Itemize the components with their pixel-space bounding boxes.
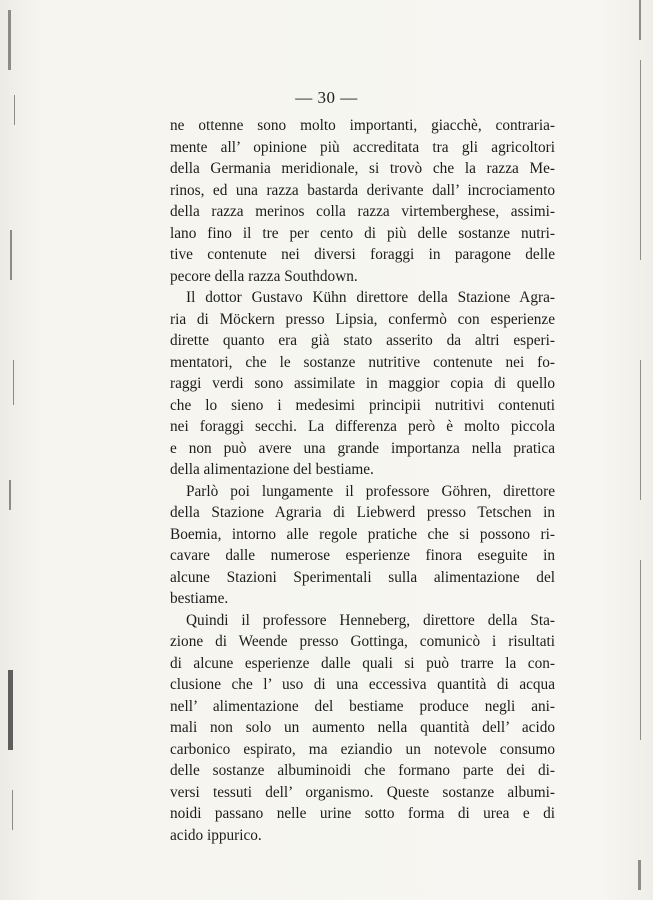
text-line: lano fino il tre per cento di più delle sostanze nutri- xyxy=(170,224,555,242)
paragraph-3 xyxy=(170,481,555,610)
text-line: di alcune esperienze dalle quali si può trarre la con- xyxy=(170,654,555,672)
text-line: bestiame. xyxy=(170,590,229,607)
text-line: della razza merinos colla razza virtemberghese, assimi- xyxy=(170,203,555,220)
text-line: della Germania meridionale, si trovò che la razza Me- xyxy=(170,160,555,177)
page-number: — 30 — xyxy=(295,88,358,107)
text-line: mente all’ opinione più accreditata tra gli agricoltori xyxy=(170,138,555,156)
text-line: pecore della razza Southdown. xyxy=(170,267,358,285)
text-line: carbonico espirato, ma eziandio un notevole consumo xyxy=(170,740,555,758)
text-line: cavare dalle numerose esperienze finora eseguite in xyxy=(170,547,555,564)
text-line: delle sostanze albuminoidi che formano parte dei di- xyxy=(170,762,555,779)
text-line: Il dottor Gustavo Kühn direttore della Stazione Agra- xyxy=(186,289,555,306)
body-text xyxy=(170,115,555,846)
text-line: e non può avere una grande importanza nella pratica xyxy=(170,439,555,457)
right-page-edge xyxy=(631,0,645,900)
text-line: della alimentazione del bestiame. xyxy=(170,461,374,478)
left-page-edge xyxy=(8,0,26,900)
paragraph-2 xyxy=(170,287,555,481)
paragraph-4 xyxy=(170,610,555,847)
text-line: mentatori, che le sostanze nutritive contenute nei fo- xyxy=(170,353,555,371)
text-line: zione di Weende presso Gottinga, comunicò i risultati xyxy=(170,633,555,650)
text-line: Boemia, intorno alle regole pratiche che si possono ri- xyxy=(170,525,555,543)
text-line: clusione che l’ uso di una eccessiva quantità di acqua xyxy=(170,676,555,693)
text-line: rinos, ed una razza bastarda derivante dall’ incrociamento xyxy=(170,181,555,199)
text-line: acido ippurico. xyxy=(170,826,262,844)
text-line: tive contenute nei diversi foraggi in paragone delle xyxy=(170,246,555,263)
text-line: che lo sieno i medesimi principii nutritivi contenuti xyxy=(170,396,555,414)
text-line: dirette quanto era già stato asserito da altri esperi- xyxy=(170,332,555,349)
text-line: nell’ alimentazione del bestiame produce negli ani- xyxy=(170,697,555,715)
text-line: Quindi il professore Henneberg, direttore della Sta- xyxy=(186,611,555,629)
text-line: nei foraggi secchi. La differenza però è molto piccola xyxy=(170,418,555,435)
text-line: alcune Stazioni Sperimentali sulla alimentazione del xyxy=(170,568,555,586)
text-line: ne ottenne sono molto importanti, giacchè, contraria- xyxy=(170,117,555,134)
text-line: noidi passano nelle urine sotto forma di urea e di xyxy=(170,805,555,822)
paragraph-1 xyxy=(170,115,555,287)
text-line: della Stazione Agraria di Liebwerd presso Tetschen in xyxy=(170,504,555,521)
text-line: versi tessuti dell’ organismo. Queste sostanze albumi- xyxy=(170,783,555,801)
text-line: ria di Möckern presso Lipsia, confermò con esperienze xyxy=(170,310,555,328)
text-line: raggi verdi sono assimilate in maggior copia di quello xyxy=(170,375,555,392)
text-line: mali non solo un aumento nella quantità dell’ acido xyxy=(170,719,555,736)
text-line: Parlò poi lungamente il professore Göhren, direttore xyxy=(186,482,555,500)
